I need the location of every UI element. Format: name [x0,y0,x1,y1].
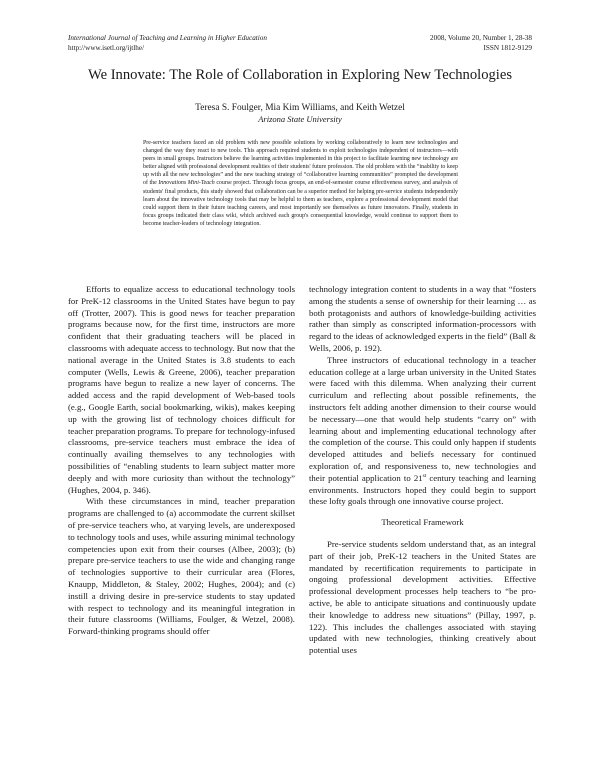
paragraph: Pre-service students seldom understand that, as an integral part of their job, PreK-12 teachers in the United States are mandated by recertification requirements to participate in ongoing professional development activities. Effective professional development processes help teachers to “be pro-active, be able to anticipate situations and continuously update their knowledge to address new situations” (Pillay, 1997, p. 122). This includes the challenges associated with staying updated with new technologies, thinking creatively about potential uses [309,538,536,656]
abstract [143,139,458,228]
authors: Teresa S. Foulger, Mia Kim Williams, and Keith Wetzel [195,103,405,113]
paper-title: We Innovate: The Role of Collaboration in Exploring New Technologies [87,67,513,83]
abstract-emphasis: Innovations Mini-Teach [158,180,215,187]
paragraph: With these circumstances in mind, teacher preparation programs are challenged to (a) accommodate the current skillset of pre-service teachers who, at varying levels, are underexposed to technology tools and uses, while assuring minimal technology competencies upon exit from their courses (Albee, 2003); (b) prepare pre-service teachers to use the wide and changing range of technologies supportive to their curricular area (Flores, Knaupp, Middleton, & Staley, 2002; Hughes, 2004); and (c) instill a driving desire in pre-service students to stay updated with respect to technology and its meaningful integration in their future classrooms (Williams, Foulger, & Wetzel, 2008). Forward-thinking programs should offer [68,496,295,637]
paragraph-text: Three instructors of educational technology in a teacher education college at a large urban university in the United States were faced with this dilemma. When analyzing their current curriculum and reflecting about possible refinements, the instructors felt adding another dimension to their course would be necessary—one that would help students “carry on” with learning about and implementing educational technology after the completion of the course. This could only happen if students developed attitudes and beliefs necessary for continued exploration of, and responsiveness to, new technologies and their potential application to 21 [309,354,536,483]
paragraph: Efforts to equalize access to educational technology tools for PreK-12 classrooms in the United States have begun to pay off (Trotter, 2007). This is good news for teacher preparation programs because now, for the first time, instructors are more confident that their graduating teachers will be placed in classrooms with adequate access to technology. But now that the national average in the United States is 3.8 students to each computer (Wells, Lewis & Greene, 2006), teacher preparation programs have begun to realize a new layer of concerns. The added access and the rapid development of Web-based tools (e.g., Google Earth, social bookmarking, wikis), makes keeping up with the growing list of technology choices difficult for teacher preparation programs. To prepare for technology-infused classrooms, pre-service teachers must embrace the idea of continually availing themselves to any technologies with possibilities of “enabling students to learn subject matter more deeply and with more curiosity than without the technology” (Hughes, 2004, p. 346). [68,284,295,495]
running-header [68,33,532,53]
right-column [309,284,536,657]
superscript: st [422,472,427,479]
affiliation: Arizona State University [258,114,342,124]
journal-name: International Journal of Teaching and Learning in Higher Education [68,34,267,42]
abstract-text-2: course project. Through focus groups, an end-of-semester course effectiveness survey, and analysis of students' final products, this study showed that collaboration can be a superior method for helping pre-service students independently learn about the innovative technology tools that may be helpful to them as teachers, explore a professional development model that could support them in their future teaching careers, and most importantly see themselves as future innovators. Finally, students in focus groups indicated their class wiki, which archived each group's consequential knowledge, would continue to support them to become teacher-leaders of technology integration. [143,180,458,227]
issn: ISSN 1812-9129 [483,44,532,52]
paragraph [309,355,536,508]
journal-url[interactable]: http://www.isetl.org/ijtlhe/ [68,44,145,52]
abstract-text-1: Pre-service teachers faced an old problem with new possible solutions by working collaboratively to learn new technologies and changed the way they react to new tools. This approach required students to exploit technologies independent of instructors—with peers in small groups. Instructors believe the learning activities implemented in this project to facilitate learning new technology are better aligned with professional development realities of their students' future profession. The old problem with the “inability to keep up with all the new technologies” and the new teaching strategy of “collaborative learning communities” prompted the development of the [143,140,458,187]
paragraph-text: century teaching and learning environments. Instructors hoped they could begin to support these lofty goals through one innovative course project. [309,472,536,507]
section-heading: Theoretical Framework [381,517,464,528]
paragraph: technology integration content to students in a way that “fosters among the students a sense of ownership for their learning … as both protagonists and authors of knowledge-building activities rather than simply as conscripted information-processors with regard to the ideas of acknowledged experts in the field” (Ball & Wells, 2006, p. 192). [309,284,536,353]
left-column [68,284,295,638]
issue-info: 2008, Volume 20, Number 1, 28-38 [430,34,532,42]
